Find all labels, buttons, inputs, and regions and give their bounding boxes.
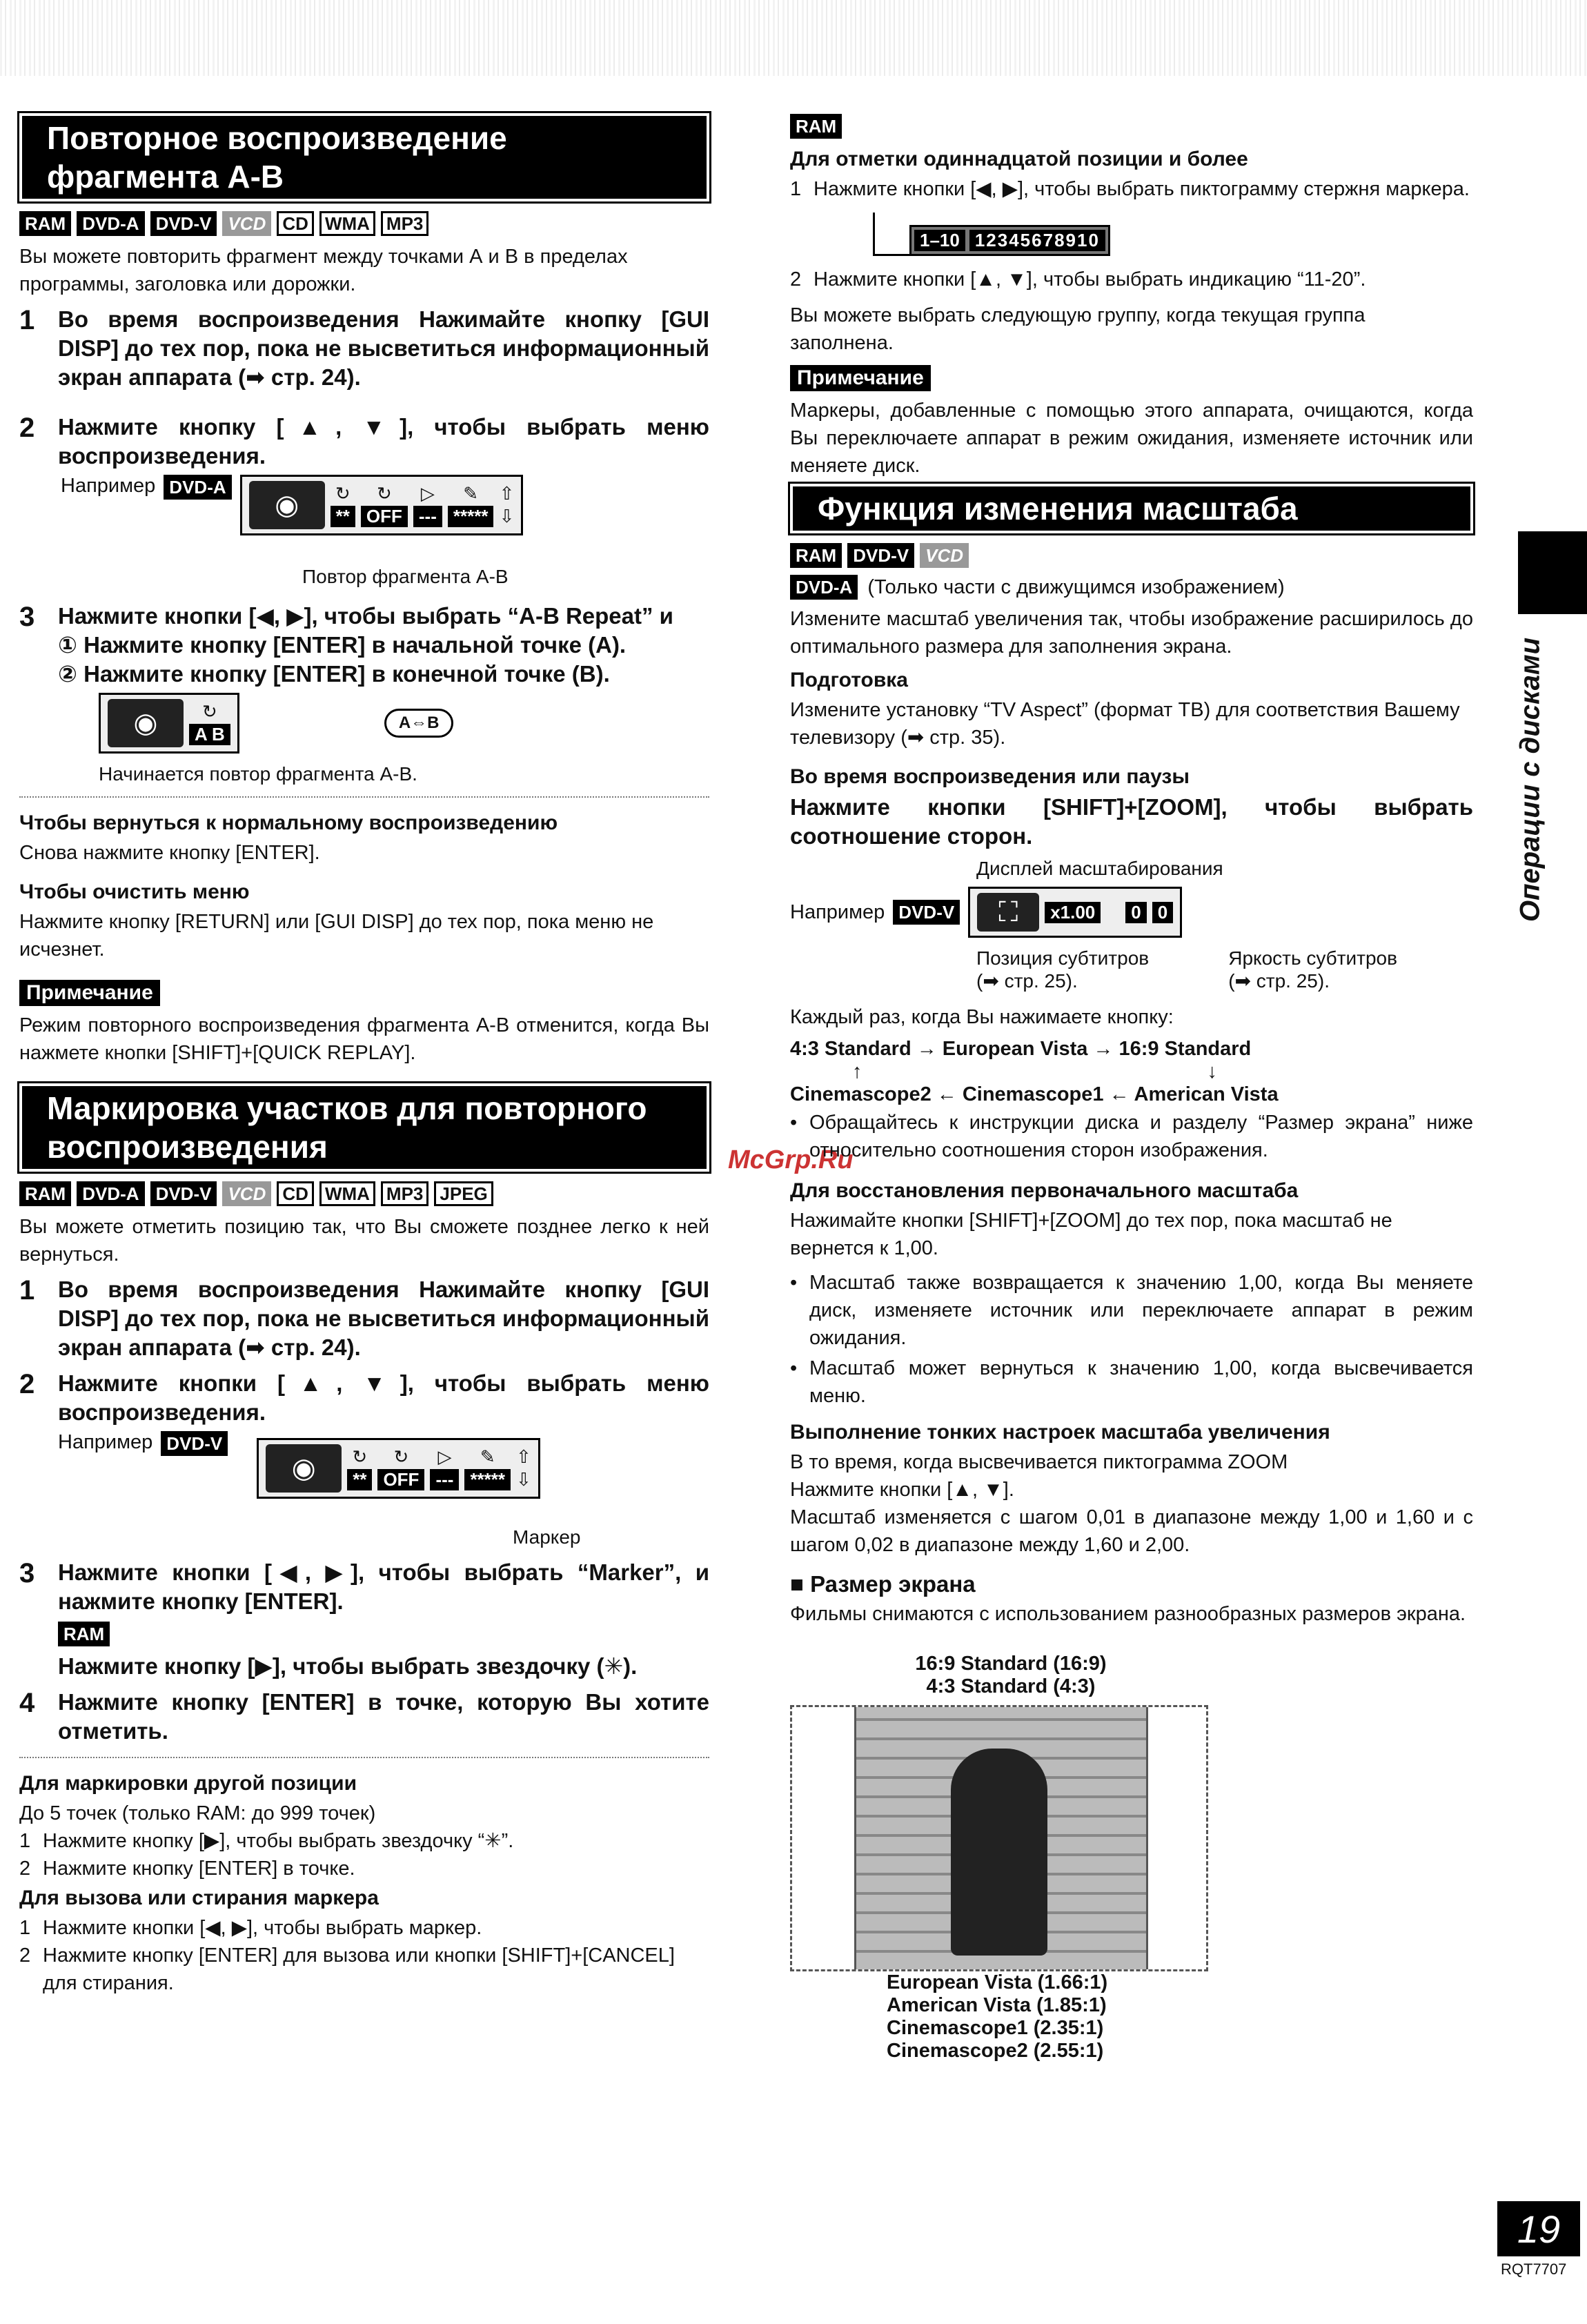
repeat-icon: ↻	[376, 483, 392, 504]
badge: DVD-A	[790, 575, 858, 600]
badge: DVD-A	[164, 475, 231, 500]
step-number: 3	[19, 1558, 35, 1588]
badge: RAM	[19, 211, 71, 236]
text: Каждый раз, когда Вы нажимаете кнопку:	[790, 1006, 1174, 1028]
label-cinemascope1: Cinemascope1 (2.35:1)	[887, 2017, 1104, 2039]
repeat-icon: ↻	[352, 1446, 368, 1467]
caption-ref: (➡ стр. 25).	[976, 970, 1078, 992]
up-arrow-icon: ⇧	[516, 1446, 531, 1467]
subhead-prep: Подготовка	[790, 669, 908, 691]
repeat-cell	[347, 1446, 372, 1490]
text: Масштаб изменяется с шагом 0,01 в диапазоне между 1,00 и 1,60 и с шагом 0,02 в диапазоне между 1,60 и 2,00.	[790, 1506, 1473, 1556]
osd-play-menu	[257, 1438, 540, 1499]
subhead-during: Во время воспроизведения или паузы	[790, 765, 1190, 788]
osd-value: OFF	[361, 506, 408, 527]
step-sub-a: ① Нажмите кнопку [ENTER] в начальной точке (А).	[58, 632, 627, 658]
label-4-3: 4:3 Standard (4:3)	[926, 1675, 1096, 1697]
note-text: Режим повторного воспроизведения фрагмента А-В отменится, когда Вы нажмете кнопки [SHIFT]+[QUICK REPLAY].	[19, 1014, 709, 1064]
example-row	[61, 475, 709, 535]
text: Нажимайте кнопки [SHIFT]+[ZOOM] до тех пор, пока масштаб не вернется к 1,00.	[790, 1210, 1392, 1259]
down-arrow-icon: ↓	[1207, 1061, 1217, 1083]
disc-icon: ◉	[266, 1444, 342, 1493]
text: Вы можете выбрать следующую группу, когда текущая группа заполнена.	[790, 304, 1366, 354]
marker-numbers: 12345678910	[969, 230, 1105, 251]
subhead-fine: Выполнение тонких настроек масштаба увеличения	[790, 1421, 1330, 1444]
step-1	[19, 1275, 709, 1362]
play-mode-cell	[413, 483, 442, 527]
zoom-sequence-1: 4:3 Standard → European Vista → 16:9 Standard	[790, 1038, 1252, 1060]
badge: VCD	[222, 211, 271, 236]
ab-cell	[189, 701, 230, 745]
badge: DVD-V	[893, 900, 960, 925]
badge: CD	[277, 211, 314, 236]
dvda-row	[790, 575, 1473, 600]
osd-value: A B	[189, 724, 230, 745]
ab-osd-row	[99, 693, 709, 754]
text: (Только части с движущимся изображением)	[867, 575, 1285, 598]
badge: RAM	[58, 1622, 110, 1646]
side-label	[1503, 621, 1558, 938]
doc-code: RQT7707	[1501, 2261, 1567, 2278]
step-text: Нажмите кнопку [ENTER] в точке, которую Вы хотите отметить.	[58, 1689, 709, 1744]
example-label: Например	[790, 900, 885, 923]
up-arrow-icon: ⇧	[499, 483, 515, 504]
step-text: Нажмите кнопки [◀, ▶], чтобы выбрать “Marker”, и нажмите кнопку [ENTER].	[58, 1559, 709, 1614]
list-item: 1 Нажмите кнопки [◀, ▶], чтобы выбрать маркер.	[19, 1914, 709, 1942]
text: Нажмите кнопки [▲, ▼].	[790, 1479, 1014, 1501]
label-european: European Vista (1.66:1)	[887, 1971, 1108, 1993]
left-column	[19, 110, 709, 1997]
badge: DVD-V	[150, 211, 217, 236]
bullet-item: • Масштаб может вернуться к значению 1,00, когда высвечивается меню.	[790, 1355, 1473, 1410]
step-number: 3	[19, 602, 35, 632]
text: Измените установку “TV Aspect” (формат ТВ) для соответствия Вашему телевизору (➡ стр. 35).	[790, 699, 1460, 749]
play-icon: ▷	[420, 483, 435, 504]
osd-value: **	[347, 1469, 372, 1490]
intro-text: Вы можете отметить позицию так, что Вы сможете позднее легко к ней вернуться.	[19, 1216, 709, 1266]
marker-cell	[448, 483, 494, 527]
osd-value: ---	[413, 506, 442, 527]
caption-ab: Повтор фрагмента А-В	[302, 566, 509, 587]
zoom-captions	[976, 947, 1397, 992]
badge: VCD	[222, 1181, 271, 1206]
disc-icon: ◉	[249, 481, 325, 529]
badge: VCD	[920, 543, 969, 568]
example-label: Например	[61, 475, 156, 497]
label-16-9: 16:9 Standard (16:9)	[915, 1653, 1107, 1675]
performer-figure	[951, 1749, 1047, 1956]
subhead-call: Для вызова или стирания маркера	[19, 1887, 379, 1909]
marker-icon: ✎	[463, 483, 479, 504]
list-item: 1 Нажмите кнопку [▶], чтобы выбрать звездочку “✳”.	[19, 1827, 709, 1855]
repeat-cell	[331, 483, 355, 527]
badge: DVD-V	[150, 1181, 217, 1206]
caption-subtitle-brightness	[1228, 947, 1397, 992]
subhead-restore: Для восстановления первоначального масштаба	[790, 1179, 1299, 1202]
zoom-example	[790, 887, 1473, 938]
intro-text: Вы можете повторить фрагмент между точками А и В в пределах программы, заголовка или дорожки.	[19, 246, 628, 295]
label-cinemascope2: Cinemascope2 (2.55:1)	[887, 2040, 1104, 2062]
badge: DVD-V	[161, 1431, 228, 1456]
caption-marker: Маркер	[513, 1526, 581, 1548]
disc-badges-zoom	[790, 543, 1473, 568]
osd-play-menu	[240, 475, 524, 535]
badge: WMA	[319, 1181, 375, 1206]
note-label: Примечание	[19, 980, 160, 1006]
step-3	[19, 1558, 709, 1681]
step-text: Нажмите кнопки [▲, ▼], чтобы выбрать меню воспроизведения.	[58, 1370, 709, 1425]
disc-badges-ab	[19, 211, 709, 236]
badge: DVD-V	[847, 543, 914, 568]
caption-text: Позиция субтитров	[976, 947, 1150, 969]
subtitle-brightness-value: 0	[1152, 902, 1173, 923]
osd-marker-bar	[873, 213, 1473, 256]
bullet-text: Масштаб также возвращается к значению 1,00, когда Вы меняете диск, изменяете источник или переключаете аппарат в режим ожидания.	[809, 1272, 1473, 1349]
note-text: Маркеры, добавленные с помощью этого аппарата, очищаются, когда Вы переключаете аппарат в режим ожидания, изменяете источник или меняете диск.	[790, 400, 1473, 477]
step-text: Во время воспроизведения Нажимайте кнопку [GUI DISP] до тех пор, пока не высветиться информационный экран аппарата (➡ стр. 24).	[58, 1277, 709, 1360]
marker-cell	[464, 1446, 511, 1490]
step-1	[19, 305, 709, 392]
play-mode-cell	[430, 1446, 459, 1490]
note-label: Примечание	[790, 365, 931, 391]
step-3	[19, 602, 709, 689]
pointer-line	[873, 213, 909, 256]
step-number: 4	[19, 1688, 35, 1718]
list-item: 2 Нажмите кнопку [ENTER] для вызова или кнопки [SHIFT]+[CANCEL] для стирания.	[19, 1942, 709, 1997]
list-text: Нажмите кнопки [◀, ▶], чтобы выбрать маркер.	[43, 1917, 482, 1939]
zoom-sequence-2: Cinemascope2 ← Cinemascope1 ← American Vista	[790, 1083, 1279, 1105]
divider	[19, 796, 709, 798]
text: В то время, когда высвечивается пиктограмма ZOOM	[790, 1451, 1288, 1473]
up-arrow-icon: ↑	[852, 1061, 862, 1083]
step-text: Во время воспроизведения Нажимайте кнопку [GUI DISP] до тех пор, пока не высветиться информационный экран аппарата (➡ стр. 24).	[58, 306, 709, 390]
caption-zoom: Дисплей масштабирования	[976, 858, 1223, 879]
bullet-item: • Масштаб также возвращается к значению 1,00, когда Вы меняете диск, изменяете источник или переключаете аппарат в режим ожидания.	[790, 1269, 1473, 1352]
osd-value: OFF	[377, 1469, 424, 1490]
bullet-text: Обращайтесь к инструкции диска и разделу “Размер экрана” ниже относительно соотношения сторон изображения.	[809, 1112, 1473, 1161]
list-item: 1 Нажмите кнопки [◀, ▶], чтобы выбрать пиктограмму стержня маркера.	[790, 175, 1473, 203]
zoom-value: x1.00	[1045, 902, 1101, 923]
caption-ref: (➡ стр. 25).	[1228, 970, 1330, 992]
osd-zoom	[968, 887, 1182, 938]
sequence-arrows	[852, 1061, 1473, 1083]
caption-text: Яркость субтитров	[1228, 947, 1397, 969]
ab-indicator: A⇔B	[384, 709, 454, 738]
screen-size-diagram	[790, 1653, 1232, 2062]
section-title-marker: Маркировка участков для повторного воспроизведения	[22, 1086, 707, 1169]
step-number: 2	[19, 1369, 35, 1399]
repeat-icon: ↻	[393, 1446, 409, 1467]
badge: RAM	[790, 114, 842, 139]
list-text: Нажмите кнопку [ENTER] для вызова или кнопки [SHIFT]+[CANCEL] для стирания.	[43, 1944, 675, 1994]
step-4	[19, 1688, 709, 1746]
disc-badges-marker	[19, 1181, 709, 1206]
subtitle-position-value: 0	[1125, 902, 1146, 923]
list-text: Нажмите кнопки [▲, ▼], чтобы выбрать индикацию “11-20”.	[814, 268, 1366, 290]
step-text: Нажмите кнопку [▲, ▼], чтобы выбрать меню воспроизведения.	[58, 414, 709, 469]
zoom-icon: ⛶	[977, 893, 1039, 932]
step-text: Нажмите кнопки [SHIFT]+[ZOOM], чтобы выбрать соотношение сторон.	[790, 794, 1473, 849]
marker-icon: ✎	[480, 1446, 495, 1467]
subhead-eleventh: Для отметки одиннадцатой позиции и более	[790, 148, 1248, 170]
repeat-icon: ↻	[335, 483, 351, 504]
step-2	[19, 413, 709, 471]
osd-value: *****	[464, 1469, 511, 1490]
marker-range: 1–10	[914, 230, 965, 251]
example-label: Например	[58, 1431, 153, 1453]
text: Нажмите кнопку [RETURN] или [GUI DISP] до тех пор, пока меню не исчезнет.	[19, 911, 654, 961]
ab-repeat-cell	[361, 483, 408, 527]
section-title-ab-repeat: Повторное воспроизведение фрагмента А-В	[22, 116, 707, 199]
section-title-zoom: Функция изменения масштаба	[793, 486, 1470, 531]
caption-subtitle-position	[976, 947, 1149, 992]
bullet-text: Масштаб может вернуться к значению 1,00, когда высвечивается меню.	[809, 1357, 1473, 1407]
step-text: Нажмите кнопки [◀, ▶], чтобы выбрать “A-B Repeat” и	[58, 603, 673, 629]
page-number: 19	[1497, 2201, 1580, 2256]
badge: WMA	[319, 211, 375, 236]
down-arrow-icon: ⇩	[516, 1469, 531, 1490]
example-row	[58, 1431, 709, 1499]
list-text: Нажмите кнопку [ENTER] в точке.	[43, 1858, 355, 1880]
badge: DVD-A	[77, 1181, 144, 1206]
osd-value: ---	[430, 1469, 459, 1490]
subhead-clear: Чтобы очистить меню	[19, 880, 250, 903]
step-number: 1	[19, 1275, 35, 1306]
text: Фильмы снимаются с использованием разнообразных размеров экрана.	[790, 1603, 1466, 1625]
step-number: 2	[19, 413, 35, 443]
side-tab-marker	[1518, 531, 1587, 614]
list-text: Нажмите кнопку [▶], чтобы выбрать звездочку “✳”.	[43, 1830, 514, 1852]
movie-illustration	[790, 1705, 1208, 1971]
badge: RAM	[19, 1181, 71, 1206]
play-icon: ▷	[437, 1446, 452, 1467]
list-item: 2 Нажмите кнопки [▲, ▼], чтобы выбрать индикацию “11-20”.	[790, 266, 1473, 293]
list-text: Нажмите кнопки [◀, ▶], чтобы выбрать пиктограмму стержня маркера.	[814, 178, 1470, 200]
step-2	[19, 1369, 709, 1427]
badge: MP3	[381, 1181, 428, 1206]
step-text-ram: Нажмите кнопку [▶], чтобы выбрать звездочку (✳).	[58, 1653, 638, 1679]
scroll-cell	[499, 483, 514, 527]
list-item: 2 Нажмите кнопку [ENTER] в точке.	[19, 1855, 709, 1882]
scan-noise-band	[0, 0, 1587, 76]
text: До 5 точек (только RAM: до 999 точек)	[19, 1802, 376, 1824]
badge: MP3	[381, 211, 428, 236]
bullet-item: • Обращайтесь к инструкции диска и разделу “Размер экрана” ниже относительно соотношения сторон изображения.	[790, 1109, 1473, 1164]
label-american: American Vista (1.85:1)	[887, 1994, 1107, 2016]
subhead-normal: Чтобы вернуться к нормальному воспроизведению	[19, 811, 558, 834]
osd-ab	[99, 693, 239, 754]
osd-value: **	[331, 506, 355, 527]
down-arrow-icon: ⇩	[499, 506, 515, 526]
badge: JPEG	[434, 1181, 493, 1206]
ab-repeat-cell	[377, 1446, 424, 1490]
caption-ab-start: Начинается повтор фрагмента А-В.	[99, 763, 417, 785]
scroll-cell	[516, 1446, 531, 1490]
marker-bar-box	[909, 225, 1110, 256]
step-number: 1	[19, 305, 35, 335]
disc-icon: ◉	[108, 699, 184, 747]
badge: CD	[277, 1181, 314, 1206]
badge: RAM	[790, 543, 842, 568]
watermark: McGrp.Ru	[728, 1145, 854, 1174]
osd-value: *****	[448, 506, 494, 527]
side-label-text: Операции с дисками	[1515, 637, 1546, 923]
step-sub-b: ② Нажмите кнопку [ENTER] в конечной точке (В).	[58, 661, 610, 687]
right-column	[790, 116, 1473, 2062]
text: Измените масштаб увеличения так, чтобы изображение расширилось до оптимального размера для заполнения экрана.	[790, 608, 1473, 658]
badge: DVD-A	[77, 211, 144, 236]
subhead-screen-size: ■ Размер экрана	[790, 1571, 976, 1597]
repeat-icon: ↻	[202, 701, 217, 722]
divider	[19, 1757, 709, 1758]
text: Снова нажмите кнопку [ENTER].	[19, 842, 320, 864]
subhead-other: Для маркировки другой позиции	[19, 1772, 357, 1795]
